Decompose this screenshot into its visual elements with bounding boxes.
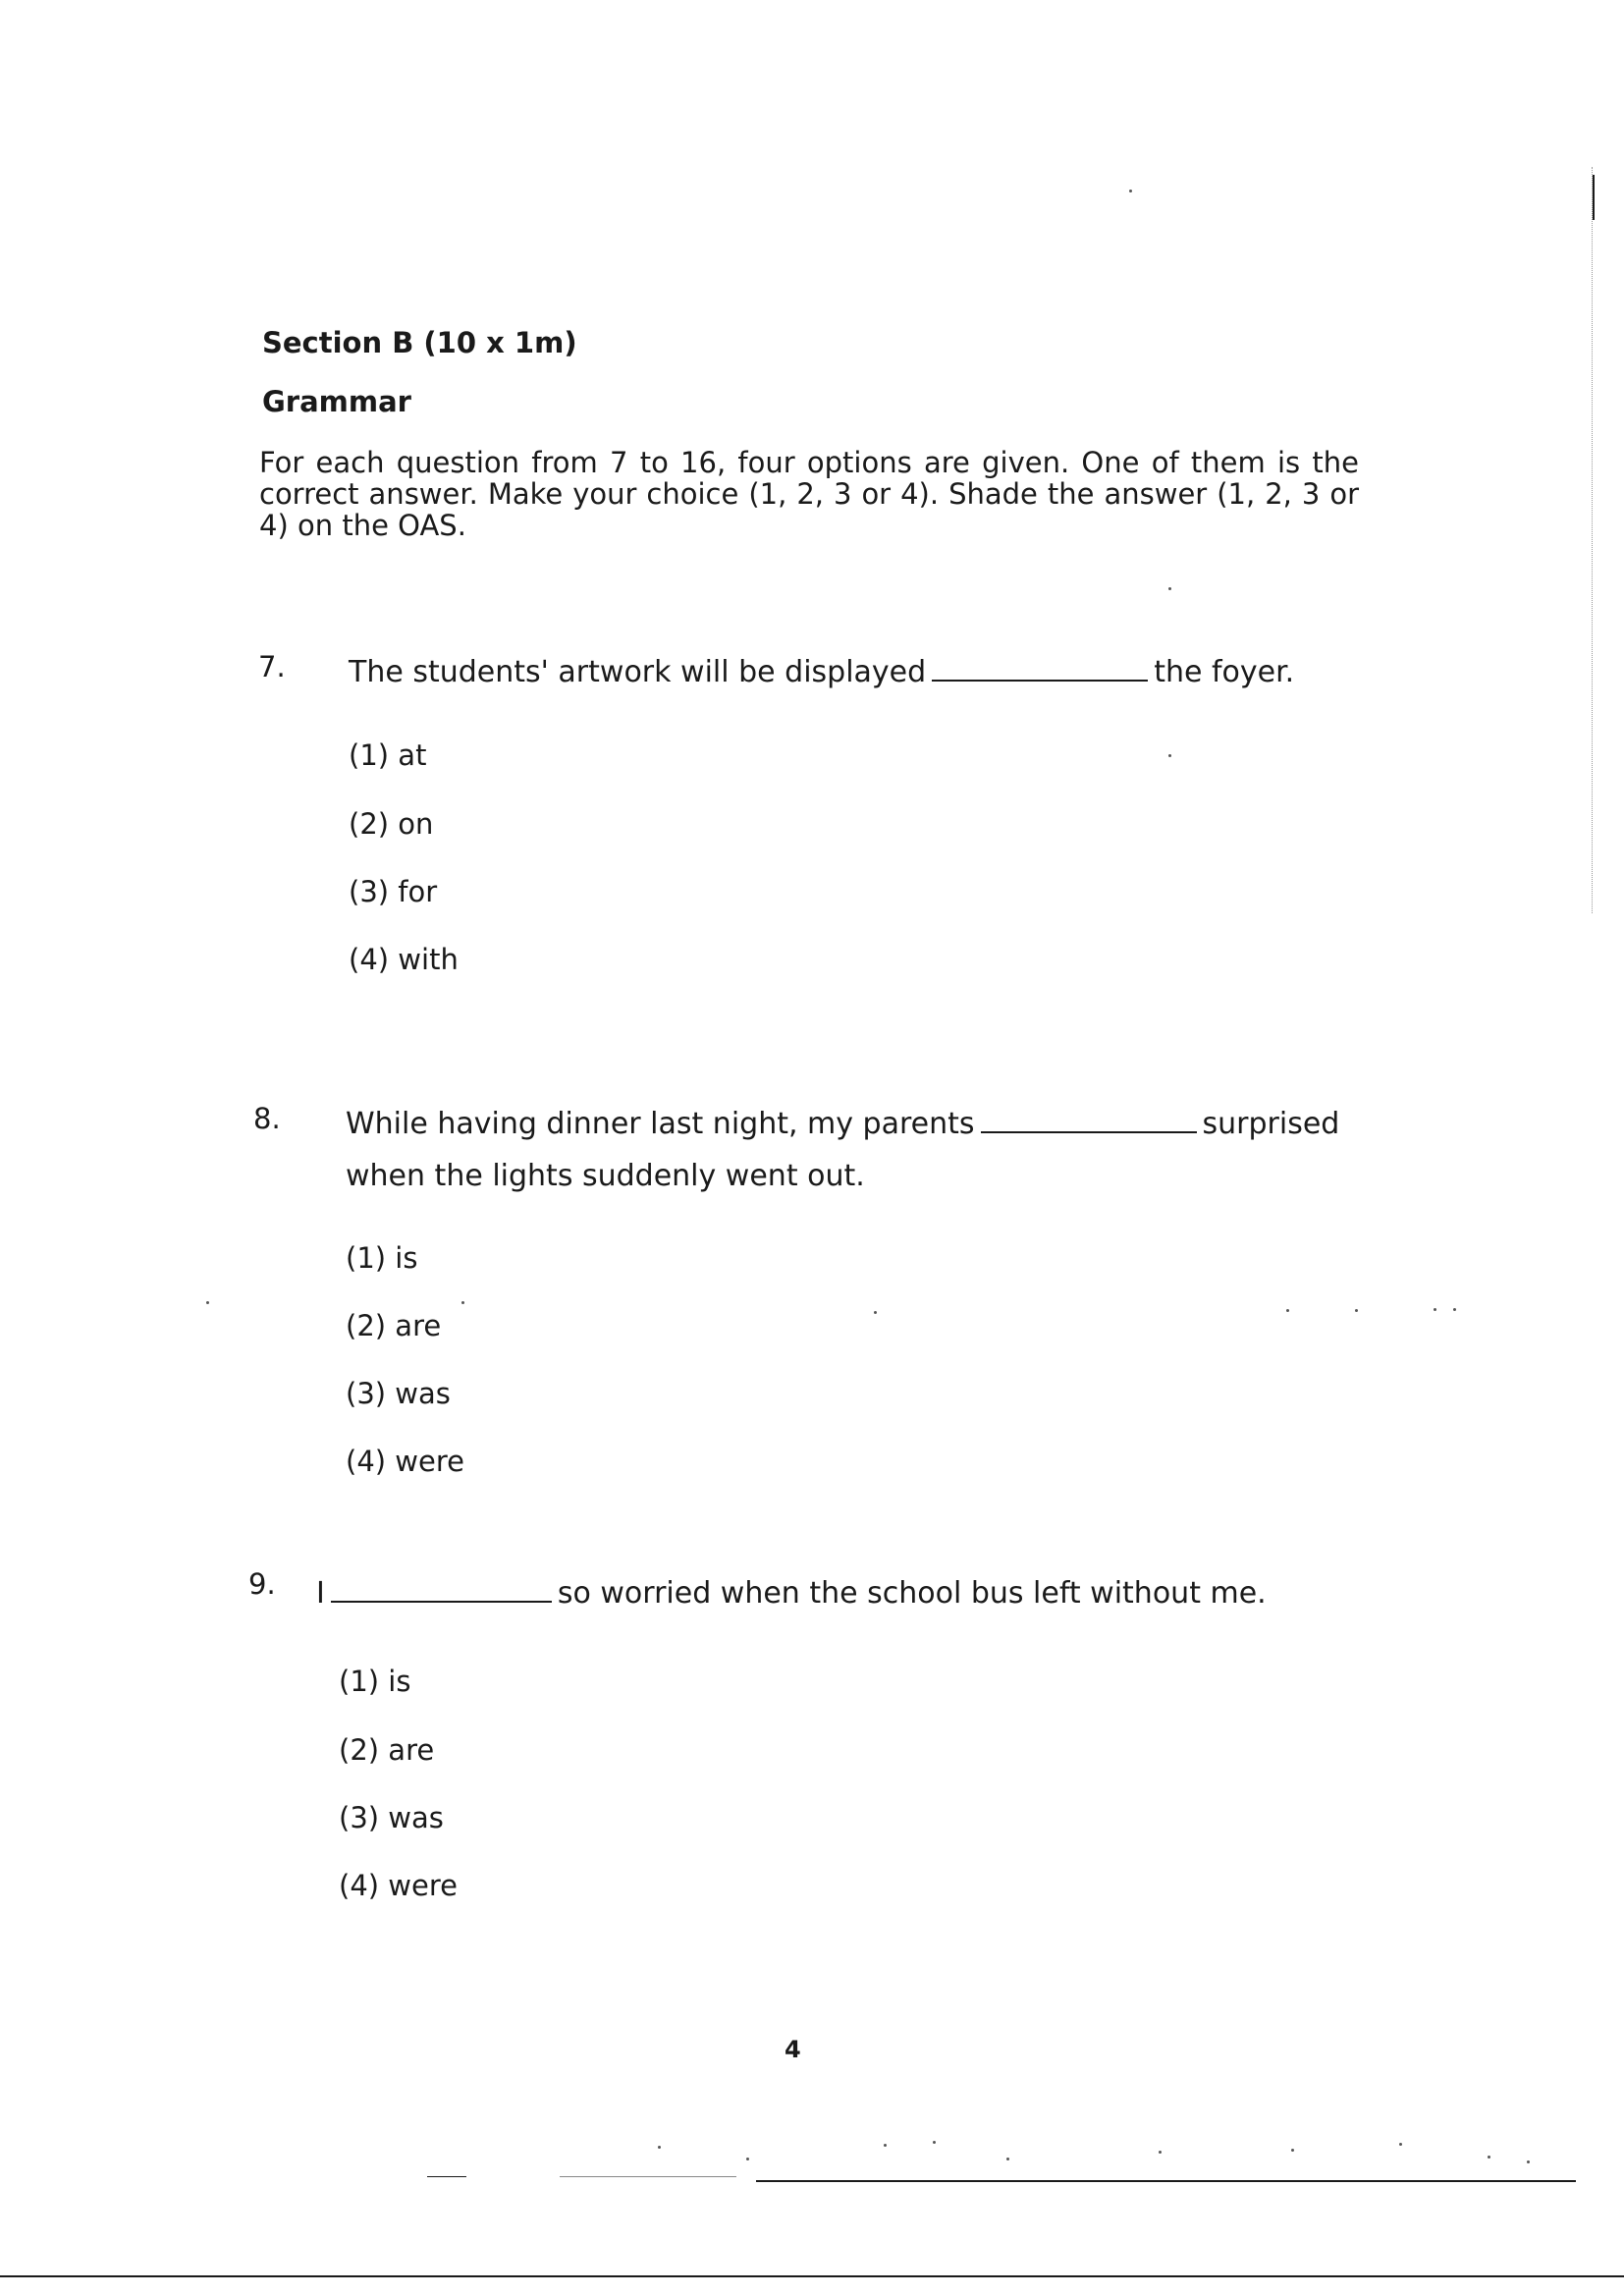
- question-text-after: the foyer.: [1154, 655, 1295, 689]
- question-text-before: The students' artwork will be displayed: [349, 655, 927, 689]
- scan-mark: [1593, 175, 1595, 220]
- question-text: [349, 654, 1294, 689]
- option-1: (1) is: [339, 1665, 411, 1698]
- scan-speck: [1355, 1309, 1358, 1312]
- option-3: (3) for: [349, 875, 438, 908]
- option-3: (3) was: [339, 1801, 444, 1834]
- question-text-before: I: [316, 1576, 325, 1611]
- scan-speck: [1129, 190, 1132, 192]
- scan-speck: [874, 1311, 877, 1314]
- option-1: (1) at: [349, 738, 427, 772]
- scan-speck: [1488, 2156, 1490, 2159]
- scan-speck: [884, 2144, 887, 2147]
- question-text-line2: when the lights suddenly went out.: [346, 1159, 865, 1193]
- section-title: Section B (10 x 1m): [262, 326, 577, 359]
- question-number: 8.: [253, 1102, 281, 1135]
- footer-rule: [756, 2180, 1576, 2182]
- scan-speck: [1168, 754, 1171, 757]
- question-text-after: surprised: [1202, 1107, 1340, 1141]
- option-2: (2) are: [339, 1733, 435, 1767]
- section-subtitle: Grammar: [262, 385, 411, 418]
- answer-blank: [981, 1106, 1197, 1133]
- scan-speck: [206, 1301, 209, 1304]
- question-text: [346, 1106, 1339, 1141]
- option-4: (4) with: [349, 943, 459, 976]
- question-text-before: While having dinner last night, my parents: [346, 1107, 975, 1141]
- option-4: (4) were: [346, 1445, 464, 1478]
- option-3: (3) was: [346, 1377, 451, 1410]
- footer-rule-short: [427, 2176, 466, 2177]
- scan-bottom-edge: [0, 2275, 1624, 2277]
- question-text-after: so worried when the school bus left without me.: [557, 1576, 1267, 1611]
- scan-speck: [1434, 1308, 1436, 1311]
- option-2: (2) are: [346, 1309, 442, 1342]
- option-1: (1) is: [346, 1241, 418, 1275]
- answer-blank: [331, 1575, 552, 1603]
- page-number: 4: [785, 2036, 801, 2063]
- scan-speck: [933, 2141, 936, 2144]
- scan-speck: [1286, 1309, 1289, 1312]
- instructions: For each question from 7 to 16, four options are given. One of them is the correct answer. Make your choice (1, 2, 3 or 4). Shade the answer (1, 2, 3 or 4) on the OAS.: [259, 446, 1359, 542]
- scan-speck: [1453, 1308, 1456, 1311]
- footer-rule-dashed: [560, 2176, 736, 2177]
- scan-speck: [1291, 2149, 1294, 2152]
- scan-speck: [658, 2146, 661, 2149]
- scan-speck: [1399, 2143, 1402, 2146]
- scan-speck: [746, 2158, 749, 2160]
- answer-blank: [932, 654, 1148, 682]
- question-text: [316, 1575, 1267, 1611]
- scan-speck: [1527, 2160, 1530, 2163]
- scan-speck: [1168, 587, 1171, 590]
- question-number: 7.: [258, 650, 286, 683]
- scan-speck: [1006, 2158, 1009, 2160]
- scan-speck: [1159, 2151, 1162, 2154]
- question-number: 9.: [248, 1567, 276, 1601]
- option-2: (2) on: [349, 807, 434, 841]
- scan-margin-line: [1592, 167, 1593, 913]
- option-4: (4) were: [339, 1869, 458, 1902]
- scan-speck: [461, 1301, 464, 1304]
